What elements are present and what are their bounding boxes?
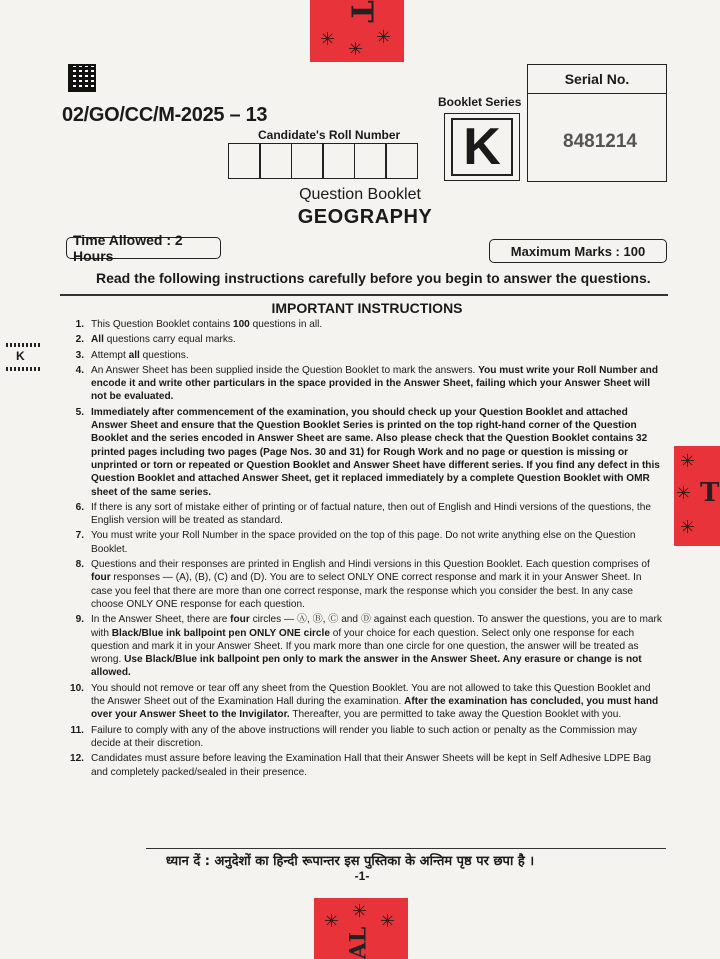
instruction-item [58,501,662,528]
instruction-number: 10. [69,682,84,694]
hindi-note: ध्यान दें : अनुदेशों का हिन्दी रूपान्तर इस पुस्तिका के अन्तिम पृष्ठ पर छपा है । [165,854,535,869]
instruction-text: questions. [139,349,189,361]
side-series-code [6,343,40,371]
instruction-number: 6. [75,501,84,513]
instruction-number: 12. [69,753,84,765]
roll-digit-box[interactable] [291,143,324,179]
instruction-text: Black/Blue ink ballpoint pen ONLY ONE circle [111,627,330,639]
instruction-text: You should not remove or tear off any sheet from the Question Booklet. You are not allowed to take this Question Booklet and the Answer Sheet out of the Examination Hall during the examination. [91,682,651,708]
instruction-text: In the Answer Sheet, there are [91,614,231,626]
instruction-item [58,364,662,404]
side-series-letter: K [16,349,25,363]
instruction-item [58,349,662,362]
roll-digit-box[interactable] [228,143,261,179]
instruction-item [58,558,662,611]
seal-letter-right: T [700,478,720,508]
instruction-text: You must write your Roll Number in the space provided on the top of this page. Do not write anything else on the Question Booklet. [91,530,636,555]
roll-digit-box[interactable] [259,143,292,179]
roll-digit-box[interactable] [322,143,355,179]
booklet-series-box [444,113,520,181]
star-icon: ✳ [680,517,696,537]
instruction-item [58,724,662,751]
instruction-text: four [230,614,250,626]
star-icon: ✳ [320,29,336,49]
roll-digit-box[interactable] [385,143,418,179]
star-icon: ✳ [380,911,396,931]
roll-number-boxes[interactable] [229,143,418,179]
instructions-list [58,318,662,781]
instruction-item [58,752,662,779]
red-seal-right [674,446,720,546]
booklet-series-letter: K [451,118,513,176]
instruction-text: Immediately after commencement of the examination, you should check up your Question Booklet and attached Answer Sheet and ensure that the Question Booklet Series is printed on the top right-hand corner of the Question Booklet and the series encoded in Answer Sheet are same. Also please check that the Question Booklet contains 32 printed pages including two pages (Page Nos. 30 and 31) for Rough Work and no page or question is missing or unprinted or torn or repeated or Question Booklet and Answer Sheet have different series. If you find any defect in this Question Booklet and attached Answer Sheet, get it replaced immediately by a complete Question Booklet with OMR sheet of the same series. [91,406,660,498]
instruction-text: all [128,349,140,361]
instruction-item [58,682,662,722]
barcode-icon [6,367,40,371]
serial-label: Serial No. [528,65,666,94]
star-icon: ✳ [348,39,364,59]
instruction-number: 8. [75,559,84,571]
paper-code: 02/GO/CC/M-2025 – 13 [62,104,268,126]
instruction-text: 100 [232,319,250,330]
instruction-text: Candidates must assure before leaving the Examination Hall that their Answer Sheets will be kept in Self Adhesive LDPE Bag and completely packed/sealed in their presence. [91,753,651,778]
instruction-number: 3. [75,349,84,361]
instruction-text: questions in all. [249,319,323,330]
red-seal-top [310,0,404,62]
roll-digit-box[interactable] [354,143,387,179]
time-allowed: Time Allowed : 2 Hours [66,237,221,259]
instruction-text: Thereafter, you are permitted to take away the Question Booklet with you. [289,709,622,721]
serial-number-box [527,64,667,182]
instruction-text: four [91,572,111,584]
instruction-text: If there is any sort of mistake either of printing or of factual nature, then out of English and Hindi versions of the questions, the English version will be treated as standard. [91,501,651,527]
instruction-number: 11. [70,724,84,736]
instruction-text: Questions and their responses are printed in English and Hindi versions in this Question Booklet. Each question comprises of [91,559,650,571]
instruction-text: This Question Booklet contains [91,319,233,330]
instruction-text: Use Black/Blue ink ballpoint pen only to mark the answer in the Answer Sheet. Any erasure or change is not allowed. [91,654,642,679]
barcode-icon [6,343,40,347]
instruction-number: 2. [75,334,84,346]
instruction-item [58,333,662,346]
divider [146,848,666,849]
read-instructions-note: Read the following instructions carefully before you begin to answer the questions. [96,270,651,286]
instruction-text: All [91,334,104,346]
instruction-number: 1. [75,319,84,330]
instruction-text: Failure to comply with any of the above instructions will render you liable to such action or penalty as the Commission may decide at their discretion. [91,724,637,749]
star-icon: ✳ [376,27,392,47]
roll-number-label: Candidate's Roll Number [258,128,401,142]
serial-number: 8481214 [563,131,637,152]
page-number: -1- [354,869,370,883]
qr-code-icon [68,64,96,92]
instruction-item [58,406,662,499]
instructions-heading: IMPORTANT INSTRUCTIONS [271,300,463,316]
instruction-item [58,318,662,331]
star-icon: ✳ [352,901,368,921]
instruction-text: responses — (A), (B), (C) and (D). You are to select ONLY ONE correct response and mark it in your Answer Sheet. In case you feel that there are more than one correct response, mark the response which you consider the best. In any case choose ONLY ONE response for each question. [91,572,642,610]
instruction-text: After the examination has concluded, you must hand over your Answer Sheet to the Invigilator. [91,696,659,721]
instruction-text: You must write your Roll Number and encode it and write other particulars in the space provided in the Answer Sheet, failing which your Answer Sheet will not be evaluated. [91,364,658,403]
instruction-number: 4. [75,364,84,376]
star-icon: ✳ [676,483,692,503]
instruction-number: 9. [75,614,84,626]
seal-letter-top: T [343,0,379,23]
question-booklet-label: Question Booklet [299,186,421,203]
star-icon: ✳ [680,451,696,471]
instruction-number: 7. [75,530,84,542]
divider [60,294,668,296]
subject-title: GEOGRAPHY [297,206,433,228]
instruction-item [58,613,662,679]
star-icon: ✳ [324,911,340,931]
instruction-number: 5. [75,406,84,418]
booklet-series-label: Booklet Series [438,95,522,109]
instruction-text: Attempt [91,349,129,361]
instruction-text: circles — Ⓐ, Ⓑ, Ⓒ and Ⓓ against each question. To answer the questions, you are to mark with [91,614,662,639]
instruction-item [58,529,662,556]
instruction-text: questions carry equal marks. [103,334,236,346]
instruction-text: An Answer Sheet has been supplied inside the Question Booklet to mark the answers. [91,364,479,376]
instruction-text: of your choice for each question. Select only one response for each question and mark it in your Answer Sheet. If you mark more than one circle for one question, the answer will be treated as wrong. [91,627,639,666]
maximum-marks: Maximum Marks : 100 [489,239,667,263]
seal-letter-bottom: AL [345,926,372,959]
red-seal-bottom [314,898,408,959]
